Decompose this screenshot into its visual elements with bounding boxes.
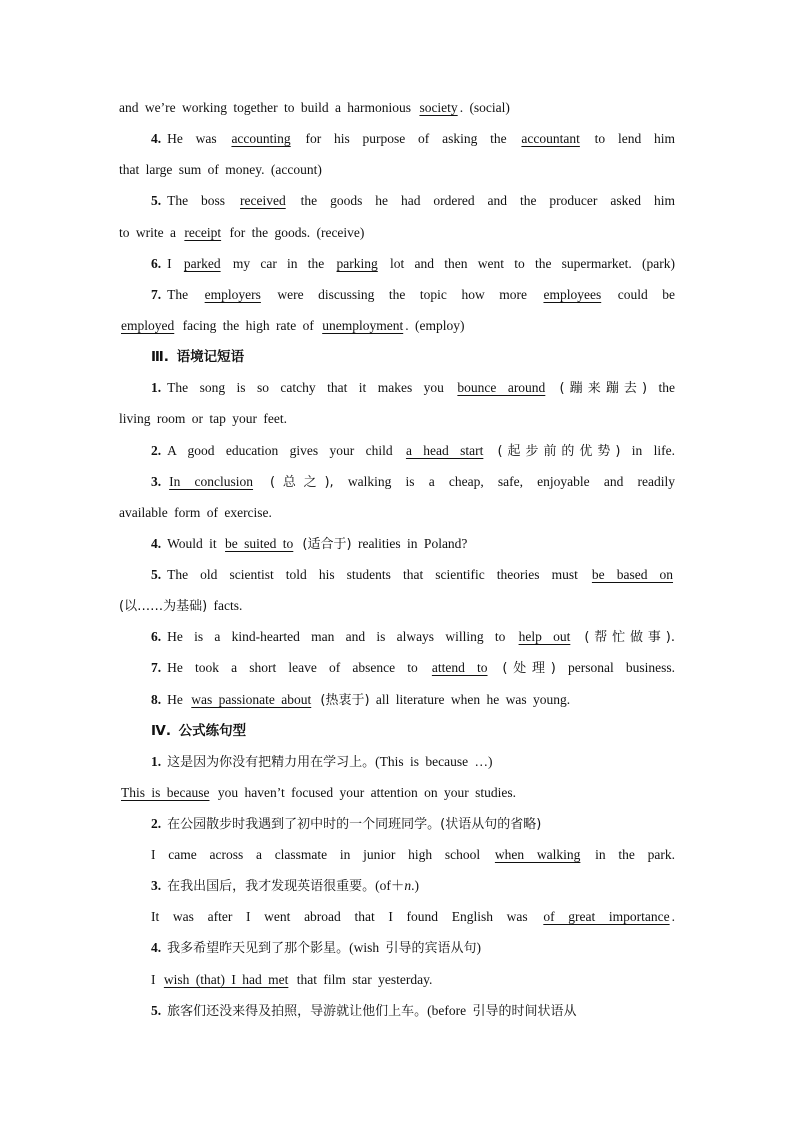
text-span: . <box>671 909 675 924</box>
answer-blank: help out <box>518 629 571 644</box>
text-span: that large sum of money. (account) <box>119 162 322 177</box>
text-line <box>119 503 675 523</box>
item-number: 8. <box>151 692 162 707</box>
text-line <box>151 472 675 493</box>
section-heading <box>151 347 675 367</box>
text-line <box>151 254 675 274</box>
text-span: Would it <box>167 536 224 551</box>
answer-blank: unemployment <box>322 318 404 333</box>
text-line <box>119 783 675 803</box>
text-line <box>151 129 675 149</box>
text-line <box>151 1001 675 1022</box>
text-span: The boss <box>167 193 238 208</box>
text-line <box>119 223 675 243</box>
text-span: (before <box>427 1003 473 1018</box>
text-span: He <box>167 692 190 707</box>
text-span: ) <box>476 940 482 955</box>
item-number: 2. <box>151 816 162 831</box>
answer-blank: society <box>419 100 458 115</box>
text-span: He is a kind-hearted man and is always willing to <box>167 629 517 644</box>
text-span: (This is because …) <box>375 754 493 769</box>
text-span: 在公园散步时我遇到了初中时的一个同班同学。 <box>167 817 441 832</box>
text-span: to write a <box>119 225 183 240</box>
text-span: He took a short leave of absence to <box>167 660 430 675</box>
text-span: (适合于) <box>295 537 352 552</box>
text-line <box>151 752 675 773</box>
answer-blank: be based on <box>591 567 674 582</box>
text-span: my car in the <box>222 256 335 271</box>
text-span: 引导的宾语从句 <box>385 941 477 956</box>
item-number: 4. <box>151 131 162 146</box>
section-heading <box>151 721 675 741</box>
text-span: available form of exercise. <box>119 505 272 520</box>
text-span: (起步前的优势) <box>485 444 621 459</box>
answer-blank: a head start <box>405 443 484 458</box>
text-span: and we’re working together to build a harmonious <box>119 100 418 115</box>
text-line <box>119 98 675 118</box>
text-span: (以……为基础) <box>119 599 208 614</box>
item-number: 5. <box>151 193 162 208</box>
answer-blank: accountant <box>521 131 580 146</box>
text-span: Ⅳ. 公式练句型 <box>151 723 247 739</box>
text-line <box>151 658 675 679</box>
text-span: living room or tap your feet. <box>119 411 287 426</box>
answer-blank: received <box>240 193 286 208</box>
item-number: 1. <box>151 754 162 769</box>
text-span: were discussing the topic how more <box>262 287 542 302</box>
text-line <box>151 627 675 648</box>
text-span: facts. <box>207 598 243 613</box>
text-span: .) <box>411 878 420 893</box>
answer-blank: attend to <box>431 660 488 675</box>
text-line <box>119 316 675 336</box>
answer-blank: In conclusion <box>169 474 254 489</box>
text-span: (of＋ <box>375 878 405 893</box>
text-span: to lend him <box>581 131 675 146</box>
text-line <box>151 814 675 835</box>
text-line <box>151 907 675 927</box>
text-span: A good education gives your child <box>167 443 404 458</box>
item-number: 3. <box>151 474 162 489</box>
text-span: could be <box>603 287 675 302</box>
text-line <box>119 160 675 180</box>
text-span: you haven’t focused your attention on your studies. <box>211 785 517 800</box>
text-line <box>119 409 675 429</box>
answer-blank: of great importance <box>543 909 670 924</box>
text-span: (总之), <box>255 475 334 490</box>
text-span: for his purpose of asking the <box>292 131 520 146</box>
text-span: for the goods. (receive) <box>223 225 365 240</box>
answer-blank: be suited to <box>225 536 294 551</box>
answer-blank: when walking <box>494 847 581 862</box>
text-span: in life. <box>620 443 676 458</box>
text-span: It was after I went abroad that I found English was <box>151 909 542 924</box>
text-span: I <box>151 972 162 987</box>
text-span: (热衷于) <box>313 693 370 708</box>
text-span: Ⅲ. 语境记短语 <box>151 349 245 365</box>
text-line <box>151 441 675 462</box>
text-span: (帮忙做事). <box>572 630 675 645</box>
answer-blank: bounce around <box>457 380 546 395</box>
answer-blank: employees <box>543 287 602 302</box>
item-number: 4. <box>151 940 162 955</box>
text-line <box>119 596 675 617</box>
item-number: 6. <box>151 629 162 644</box>
text-span: the <box>647 380 675 395</box>
text-span: (蹦来蹦去) <box>547 381 648 396</box>
text-span: 引导的时间状语从 <box>472 1004 577 1019</box>
text-line <box>151 970 675 990</box>
text-span: The old scientist told his students that scientific theories must <box>167 567 590 582</box>
text-span: (wish <box>349 940 386 955</box>
text-span: (处理) <box>489 661 556 676</box>
answer-blank: This is because <box>121 785 210 800</box>
answer-blank: employers <box>204 287 261 302</box>
text-line <box>151 534 675 555</box>
answer-blank: wish (that) I had met <box>163 972 289 987</box>
text-line <box>151 938 675 959</box>
text-span: . (social) <box>459 100 510 115</box>
answer-blank: receipt <box>184 225 222 240</box>
item-number: 5. <box>151 567 162 582</box>
text-span: 在我出国后，我才发现英语很重要。 <box>167 879 376 894</box>
item-number: 4. <box>151 536 162 551</box>
text-line <box>151 565 675 585</box>
item-number: 2. <box>151 443 162 458</box>
text-span: The song is so catchy that it makes you <box>167 380 456 395</box>
text-span: that film star yesterday. <box>290 972 433 987</box>
text-span: 旅客们还没来得及拍照，导游就让他们上车。 <box>167 1004 428 1019</box>
text-span: 这是因为你没有把精力用在学习上。 <box>167 755 376 770</box>
text-line <box>151 285 675 305</box>
text-span: The <box>167 287 203 302</box>
answer-blank: parking <box>336 256 378 271</box>
text-span: realities in Poland? <box>351 536 468 551</box>
answer-blank: was passionate about <box>191 692 312 707</box>
text-span: walking is a cheap, safe, enjoyable and readily <box>333 474 675 489</box>
text-line <box>151 876 675 897</box>
text-span: facing the high rate of <box>176 318 321 333</box>
text-span: personal business. <box>555 660 675 675</box>
text-line <box>151 191 675 211</box>
text-span: I <box>167 256 182 271</box>
text-span: . (employ) <box>405 318 465 333</box>
answer-blank: accounting <box>231 131 291 146</box>
text-span: 我多希望昨天见到了那个影星。 <box>167 941 350 956</box>
text-span: lot and then went to the supermarket. (park) <box>379 256 675 271</box>
text-span: (状语从句的省略) <box>440 817 542 832</box>
text-span: the goods he had ordered and the producer asked him <box>287 193 675 208</box>
item-number: 7. <box>151 660 162 675</box>
item-number: 5. <box>151 1003 162 1018</box>
text-span: n <box>404 878 412 893</box>
text-line <box>151 690 675 711</box>
answer-blank: employed <box>121 318 175 333</box>
item-number: 7. <box>151 287 162 302</box>
text-line <box>151 378 675 399</box>
item-number: 6. <box>151 256 162 271</box>
answer-blank: parked <box>183 256 221 271</box>
text-span: I came across a classmate in junior high school <box>151 847 493 862</box>
text-span: He was <box>167 131 230 146</box>
text-span: in the park. <box>582 847 675 862</box>
text-span: all literature when he was young. <box>369 692 571 707</box>
item-number: 1. <box>151 380 162 395</box>
text-line <box>151 845 675 865</box>
item-number: 3. <box>151 878 162 893</box>
